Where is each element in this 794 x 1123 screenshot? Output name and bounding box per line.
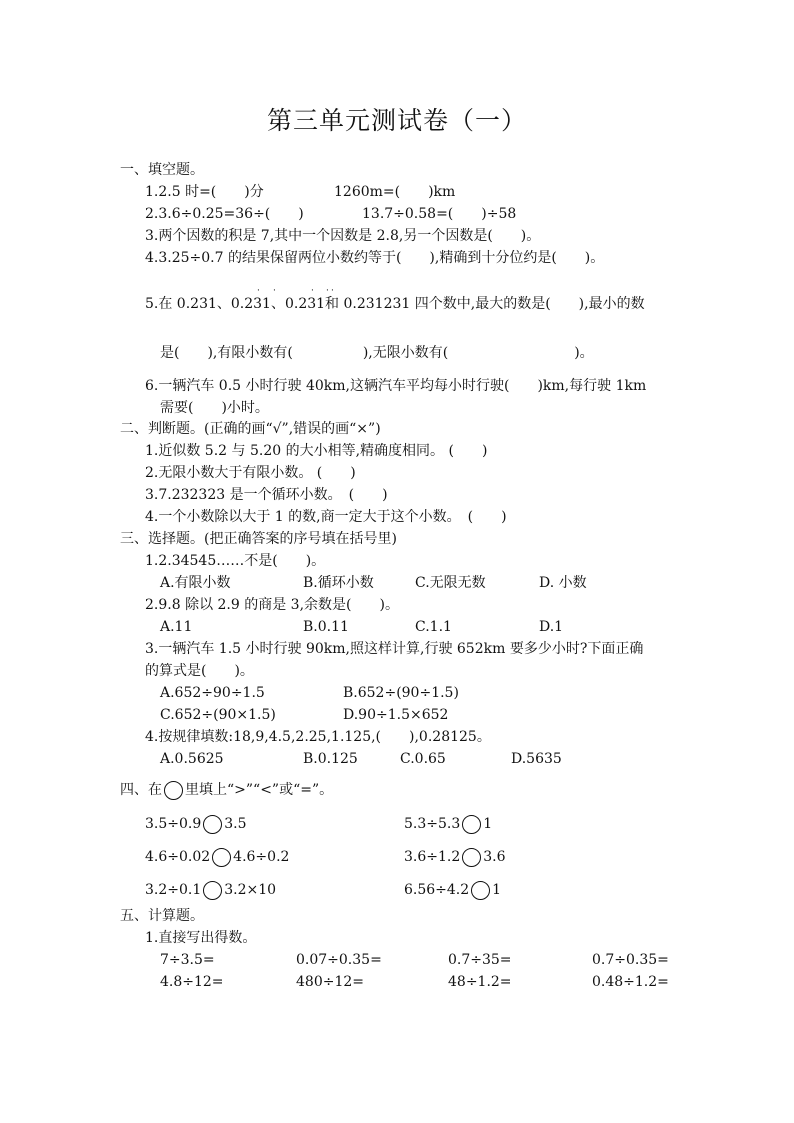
repeating-dot: ·	[331, 286, 334, 296]
calc-item: 48÷1.2=	[448, 974, 512, 990]
choice-q2-option-d: D.1	[539, 619, 564, 635]
compare-left: 5.3÷5.3	[404, 816, 461, 832]
compare-left: 3.5÷0.9	[145, 816, 202, 832]
compare-right: 4.6÷0.2	[233, 849, 290, 865]
compare-item	[145, 847, 289, 867]
calc-item: 0.48÷1.2=	[592, 974, 669, 990]
repeating-dot: ·	[273, 286, 276, 296]
compare-item	[404, 847, 506, 867]
calc-item: 4.8÷12=	[160, 974, 224, 990]
compare-circle-input[interactable]	[462, 815, 481, 834]
compare-item	[404, 814, 492, 834]
fill-q1b: 1260m=( )km	[334, 184, 456, 200]
choice-q1: 1.2.34545……不是( )。	[145, 553, 326, 569]
compare-left: 6.56÷4.2	[404, 882, 470, 898]
calc-item: 0.7÷0.35=	[592, 952, 669, 968]
fill-q5-line2: 是( ),有限小数有( ),无限小数有( )。	[160, 345, 594, 361]
compare-left: 4.6÷0.02	[145, 849, 211, 865]
fill-q5-line1: 5.在 0.231、0.231、0.231和 0.231231 四个数中,最大的数是( ),最小的数	[145, 296, 645, 312]
section-4-heading	[120, 780, 333, 800]
choice-q1-option-d: D. 小数	[539, 575, 587, 591]
section-5-heading: 五、计算题。	[120, 908, 204, 924]
compare-left: 3.2÷0.1	[145, 882, 202, 898]
choice-q2-option-c: C.1.1	[415, 619, 452, 635]
repeating-dot: ·	[257, 286, 260, 296]
choice-q3-option-d: D.90÷1.5×652	[343, 707, 449, 723]
calc-item: 0.7÷35=	[448, 952, 512, 968]
fill-q3: 3.两个因数的积是 7,其中一个因数是 2.8,另一个因数是( )。	[145, 228, 541, 244]
section-4-heading-suffix: 里填上“>”“<”或“=”。	[185, 782, 334, 798]
choice-q4-option-c: C.0.65	[400, 751, 446, 767]
choice-q3-line1: 3.一辆汽车 1.5 小时行驶 90km,照这样计算,行驶 652km 要多少小时?下面正确	[145, 641, 644, 657]
choice-q4-option-b: B.0.125	[303, 751, 358, 767]
compare-left: 3.6÷1.2	[404, 849, 461, 865]
compare-right: 3.5	[224, 816, 247, 832]
choice-q3-line2: 的算式是( )。	[145, 663, 254, 679]
choice-q1-option-b: B.循环小数	[303, 575, 374, 591]
judge-q2: 2.无限小数大于有限小数。 ( )	[145, 465, 356, 481]
choice-q2-option-b: B.0.11	[303, 619, 349, 635]
choice-q3-option-a: A.652÷90÷1.5	[160, 685, 265, 701]
compare-circle-input[interactable]	[212, 848, 231, 867]
section-2-heading: 二、判断题。(正确的画“√”,错误的画“×”)	[120, 421, 381, 437]
compare-right: 3.2×10	[224, 882, 277, 898]
compare-circle-input[interactable]	[462, 848, 481, 867]
fill-q2a: 2.3.6÷0.25=36÷( )	[145, 206, 304, 222]
circle-icon	[164, 781, 183, 800]
fill-q6-line2: 需要( )小时。	[160, 400, 269, 416]
compare-right: 3.6	[483, 849, 506, 865]
fill-q2b: 13.7÷0.58=( )÷58	[362, 206, 517, 222]
fill-q1a: 1.2.5 时=( )分	[145, 184, 264, 200]
judge-q1: 1.近似数 5.2 与 5.20 的大小相等,精确度相同。 ( )	[145, 443, 488, 459]
choice-q4-option-d: D.5635	[511, 751, 562, 767]
calc-item: 0.07÷0.35=	[296, 952, 382, 968]
judge-q4: 4.一个小数除以大于 1 的数,商一定大于这个小数。 ( )	[145, 509, 507, 525]
compare-item	[145, 814, 247, 834]
choice-q4-option-a: A.0.5625	[160, 751, 224, 767]
section-1-heading: 一、填空题。	[120, 162, 204, 178]
choice-q2: 2.9.8 除以 2.9 的商是 3,余数是( )。	[145, 597, 399, 613]
calc-item: 480÷12=	[296, 974, 364, 990]
repeating-dot: ·	[326, 286, 329, 296]
compare-item	[145, 880, 276, 900]
compare-right: 1	[483, 816, 493, 832]
fill-q6-line1: 6.一辆汽车 0.5 小时行驶 40km,这辆汽车平均每小时行驶( )km,每行驶 1km	[145, 378, 647, 394]
section-3-heading: 三、选择题。(把正确答案的序号填在括号里)	[120, 531, 397, 547]
section-4-heading-prefix: 四、在	[120, 782, 162, 798]
repeating-dot: ·	[311, 286, 314, 296]
choice-q4: 4.按规律填数:18,9,4.5,2.25,1.125,( ),0.28125。	[145, 729, 491, 745]
calc-sub1: 1.直接写出得数。	[145, 930, 257, 946]
judge-q3: 3.7.232323 是一个循环小数。 ( )	[145, 487, 388, 503]
compare-circle-input[interactable]	[203, 815, 222, 834]
choice-q3-option-c: C.652÷(90×1.5)	[160, 707, 276, 723]
choice-q2-option-a: A.11	[160, 619, 193, 635]
compare-circle-input[interactable]	[203, 881, 222, 900]
compare-right: 1	[492, 882, 502, 898]
choice-q3-option-b: B.652÷(90÷1.5)	[343, 685, 459, 701]
fill-q4: 4.3.25÷0.7 的结果保留两位小数约等于( ),精确到十分位约是( )。	[145, 250, 605, 266]
calc-item: 7÷3.5=	[160, 952, 215, 968]
page-title: 第三单元测试卷（一）	[266, 106, 527, 135]
choice-q1-option-a: A.有限小数	[160, 575, 231, 591]
compare-item	[404, 880, 501, 900]
choice-q1-option-c: C.无限无数	[415, 575, 486, 591]
compare-circle-input[interactable]	[471, 881, 490, 900]
